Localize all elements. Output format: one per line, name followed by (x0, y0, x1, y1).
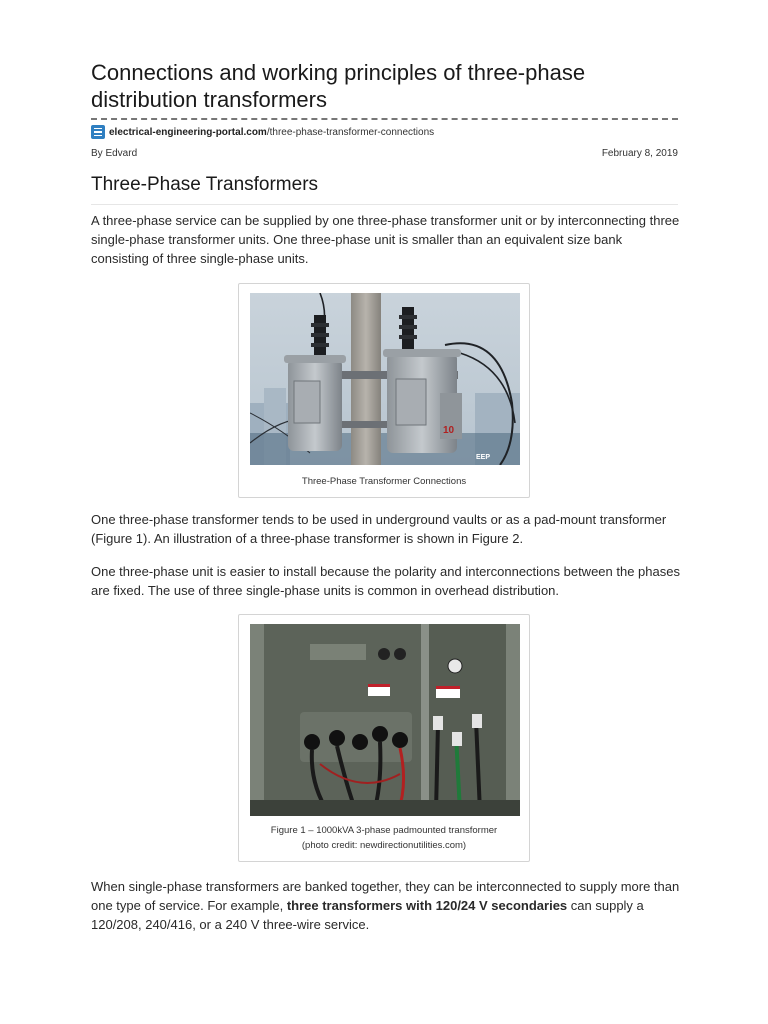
paragraph-intro: A three-phase service can be supplied by one three-phase transformer unit or by interconnecting three single-phase transformer units. One three-phase unit is smaller than an equivalent size bank consisting of three single-phase units. (91, 213, 680, 266)
padmount-transformer-photo (250, 624, 520, 816)
paragraph-banked-start: When single-phase transformers are banked together, they can be interconnected to supply more than one type of service. For example, (91, 879, 680, 913)
source-path: /three-phase-transformer-connections (266, 126, 435, 138)
paragraph-underground: One three-phase transformer tends to be used in underground vaults or as a pad-mount transformer (Figure 1). An illustration of a three-phase transformer is shown in Figure 2. (91, 512, 667, 546)
section-heading: Three-Phase Transformers (91, 174, 678, 205)
figure-2-caption (245, 823, 523, 853)
document-icon (91, 125, 105, 139)
byline (91, 148, 678, 159)
publish-date: February 8, 2019 (601, 148, 678, 159)
paragraph-banked-end: can supply a 120/208, 240/416, or a 240 V three-wire service. (91, 898, 644, 932)
figure-2-caption-title: Figure 1 – 1000kVA 3-phase padmounted transformer (270, 825, 498, 836)
source-domain: electrical-engineering-portal.com (109, 126, 267, 138)
source-link[interactable] (91, 125, 434, 139)
svg-text:10: 10 (443, 425, 455, 436)
paragraph-installation: One three-phase unit is easier to install because the polarity and interconnections between the phases are fixed. The use of three single-phase units is common in overhead distribution. (91, 564, 680, 598)
paragraph-banked-bold: three transformers with 120/24 V secondaries (286, 898, 568, 913)
figure-1-caption: Three-Phase Transformer Connections (301, 476, 467, 487)
figure-2-photo-credit: (photo credit: newdirectionutilities.com) (301, 840, 467, 851)
title-divider (91, 118, 678, 120)
paragraph-banked (91, 877, 681, 934)
eep-watermark: EEP (476, 454, 491, 461)
article-title: Connections and working principles of three-phase distribution transformers (91, 60, 586, 112)
pole-transformer-photo (250, 293, 520, 465)
figure-padmount-transformer (238, 614, 530, 862)
author: By Edvard (91, 148, 138, 159)
figure-pole-transformers (238, 283, 530, 498)
